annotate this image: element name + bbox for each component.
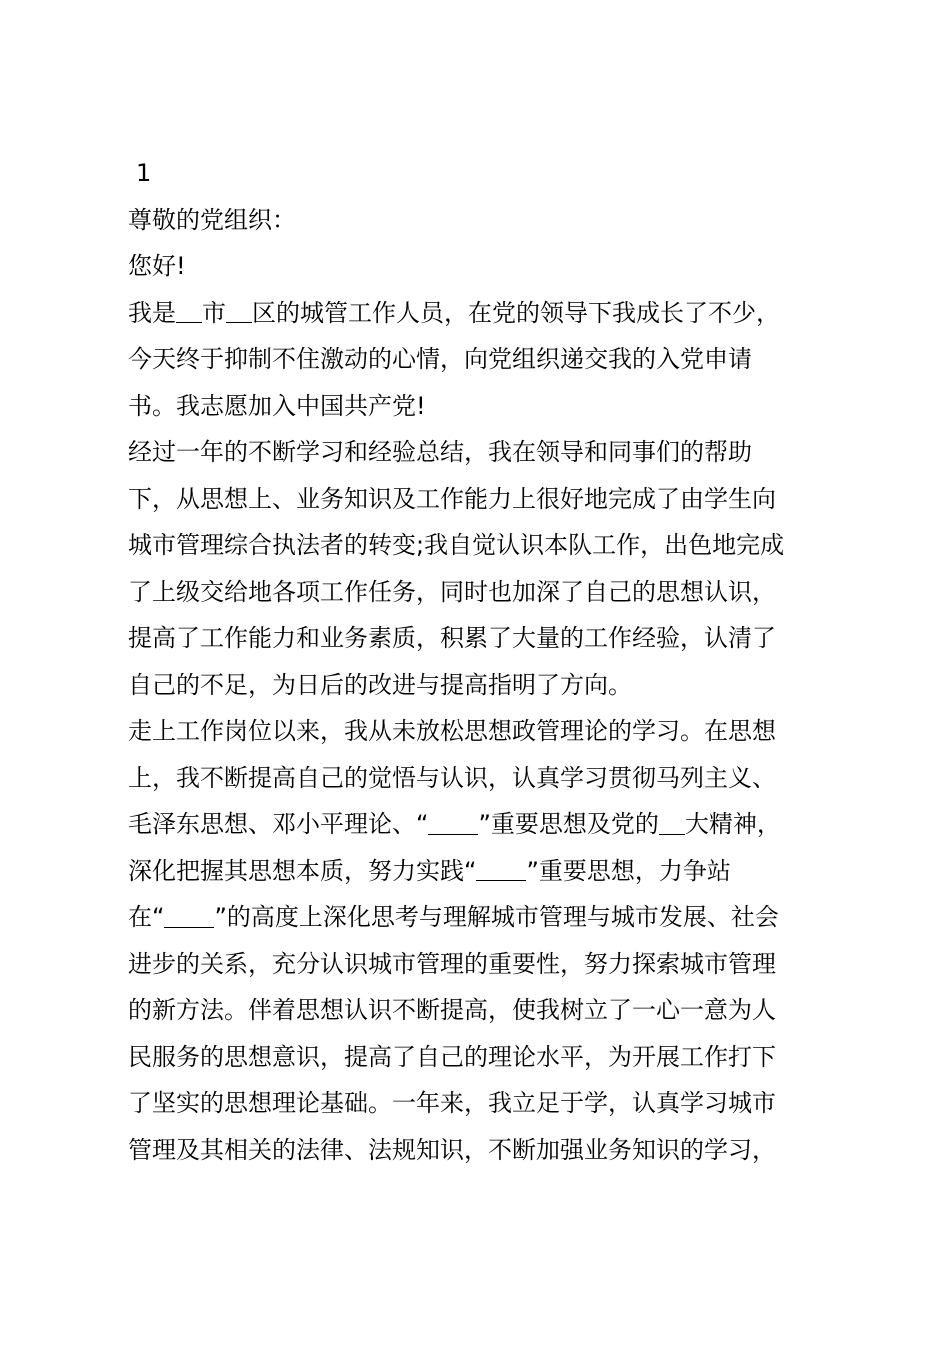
fill-blank [176,298,202,323]
text-line: 民服务的思想意识，提高了自己的理论水平，为开展工作打下 [128,1042,776,1071]
text-segment: 我是 [128,298,176,327]
text-line [128,801,833,848]
text-segment: 在“ [128,903,165,931]
paragraph-3 [128,708,833,1173]
text-line: 了上级交给地各项工作任务，同时也加深了自己的思想认识， [128,577,776,606]
text-segment: ”的高度上深化思考与理解城市管理与城市发展、社会 [214,903,779,931]
paragraph-1 [128,290,833,430]
fill-blank [226,298,252,323]
text-line [128,848,833,895]
fill-blank [428,810,478,835]
fill-blank [659,810,685,835]
text-segment: 毛泽东思想、邓小平理论、“ [128,810,429,838]
text-line [128,290,833,337]
text-line: 自己的不足，为日后的改进与提高指明了方向。 [128,670,632,699]
text-line [128,894,833,941]
text-line: 进步的关系，充分认识城市管理的重要性，努力探索城市管理 [128,949,776,978]
fill-blank [164,903,214,928]
text-line: 经过一年的不断学习和经验总结，我在领导和同事们的帮助 [128,438,752,466]
text-line: 下，从思想上、业务知识及工作能力上很好地完成了由学生向 [128,484,776,513]
text-segment: 区的城管工作人员，在党的领导下我成长了不少， [252,298,780,327]
text-line: 上，我不断提高自己的觉悟与认识，认真学习贯彻马列主义、 [128,763,776,792]
text-line: 了坚实的思想理论基础。一年来，我立足于学，认真学习城市 [128,1089,776,1117]
text-line: 今天终于抑制不住激动的心情，向党组织递交我的入党申请 [128,345,752,373]
text-line: 城市管理综合执法者的转变;我自觉认识本队工作，出色地完成 [128,531,785,559]
document-body [128,150,833,1173]
text-segment: ”重要思想，力争站 [526,856,731,885]
text-segment: ”重要思想及党的 [478,810,659,838]
greeting: 您好! [128,252,186,280]
paragraph-2 [128,429,833,708]
fill-blank [476,856,526,881]
text-line: 书。我志愿加入中国共产党! [128,391,426,420]
page-number: 1 [136,159,152,187]
text-line: 管理及其相关的法律、法规知识，不断加强业务知识的学习， [128,1135,776,1164]
salutation: 尊敬的党组织： [128,205,296,234]
text-line: 走上工作岗位以来，我从未放松思想政管理论的学习。在思想 [128,717,776,745]
text-segment: 深化把握其思想本质，努力实践“ [128,856,477,885]
text-line: 提高了工作能力和业务素质，积累了大量的工作经验，认清了 [128,624,776,652]
text-segment: 市 [202,298,226,327]
text-line: 的新方法。伴着思想认识不断提高，使我树立了一心一意为人 [128,996,776,1024]
text-segment: 大精神， [684,810,781,838]
